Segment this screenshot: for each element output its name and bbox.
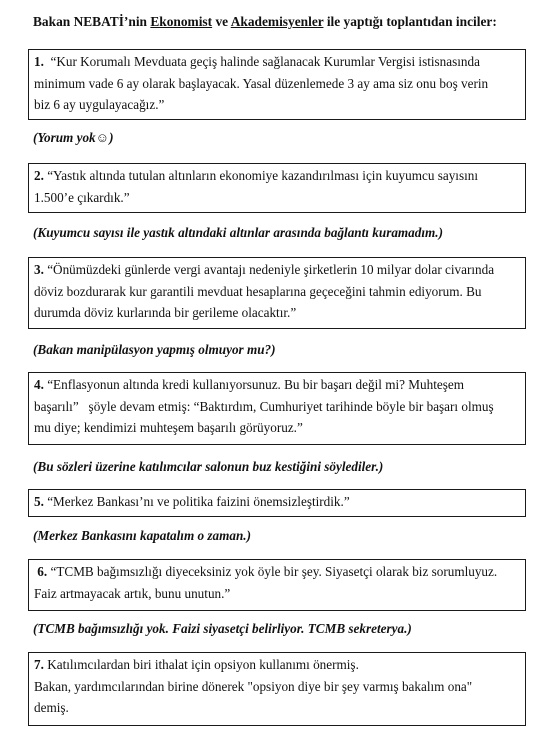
quote-box-3 [28,257,526,329]
title-underlined-economist: Ekonomist [150,14,213,29]
quote-7-line-2: Bakan, yardımcılarından birine dönerek "opsiyon diye bir şey varmış bakalım ona" [34,678,473,694]
quote-3-number: 3. [34,262,44,277]
quote-4-number: 4. [34,377,44,392]
quote-5-number: 5. [34,494,44,509]
quote-box-2 [28,163,526,213]
quote-4-line-1 [34,374,520,396]
quote-1-line-3: biz 6 ay uygulayacağız.” [34,97,165,112]
quote-5-line-1-text: “Merkez Bankası’nı ve politika faizini önemsizleştirdik.” [47,494,350,509]
quote-1-line-1 [34,51,520,73]
quote-6-line-2: Faiz artmayacak artık, bunu unutun.” [34,585,231,601]
quote-2-line-2: 1.500’e çıkardık.” [34,189,130,205]
title-part-2: ve [212,14,231,29]
quote-2-number: 2. [34,168,44,183]
page-title [33,14,497,30]
quote-3-line-1-text: “Önümüzdeki günlerde vergi avantajı nedeniyle şirketlerin 10 milyar dolar civarında [47,262,495,277]
quote-4-line-1-text: “Enflasyonun altında kredi kullanıyorsunuz. Bu bir başarı değil mi? Muhteşem [47,377,464,392]
comment-5: (Merkez Bankasını kapatalım o zaman.) [33,528,251,543]
quote-3-line-3: durumda döviz kurlarında bir gerileme olacaktır.” [34,305,297,320]
comment-3: (Bakan manipülasyon yapmış olmuyor mu?) [33,342,276,357]
quote-4-line-3: mu diye; kendimizi muhteşem başarılı görüyoruz.” [34,420,303,435]
comment-2: (Kuyumcu sayısı ile yastık altındaki altınlar arasında bağlantı kuramadım.) [33,225,443,240]
quote-5-line-1 [34,491,520,513]
quote-2-line-1 [34,165,520,187]
quote-6-line-1 [34,561,520,583]
quote-7-line-1 [34,654,520,676]
quote-7-line-3: demiş. [34,700,69,715]
quote-7-number: 7. [34,657,44,672]
title-part-1: Bakan NEBATİ’nin [33,14,151,29]
quote-box-6 [28,559,526,611]
quote-1-line-1-text: “Kur Korumalı Mevduata geçiş halinde sağlanacak Kurumlar Vergisi istisnasında [50,54,480,69]
quote-1-number: 1. [34,54,44,69]
quote-6-line-1-text: “TCMB bağımsızlığı diyeceksiniz yok öyle bir şey. Siyasetçi olarak biz sorumluyuz. [50,564,498,579]
quote-box-4 [28,372,526,445]
quote-2-line-1-text: “Yastık altında tutulan altınların ekonomiye kazandırılması için kuyumcu sayısını [47,168,479,183]
quote-3-line-2: döviz bozdurarak kur garantili mevduat hesaplarına geçeceğini tahmin ediyorum. Bu [34,283,482,299]
quote-box-1 [28,49,526,120]
quote-7-line-1-text: Katılımcılardan biri ithalat için opsiyon kullanımı önermiş. [47,657,359,672]
title-part-3: ile yaptığı toplantıdan inciler: [323,14,497,29]
title-underlined-academics: Akademisyenler [230,14,324,29]
quote-4-line-2: başarılı” şöyle devam etmiş: “Baktırdım, Cumhuriyet tarihinde böyle bir başarı olmuş [34,398,494,414]
quote-6-number: 6. [37,564,48,579]
comment-4: (Bu sözleri üzerine katılımcılar salonun buz kestiğini söylediler.) [33,459,384,474]
quote-1-line-2: minimum vade 6 ay olarak başlayacak. Yasal düzenlemede 3 ay ama siz onu boş verin [34,75,489,91]
quote-box-7 [28,652,526,726]
quote-3-line-1 [34,259,520,281]
quote-box-5 [28,489,526,517]
comment-6: (TCMB bağımsızlığı yok. Faizi siyasetçi belirliyor. TCMB sekreterya.) [33,621,412,636]
comment-1: (Yorum yok☺) [33,130,114,145]
